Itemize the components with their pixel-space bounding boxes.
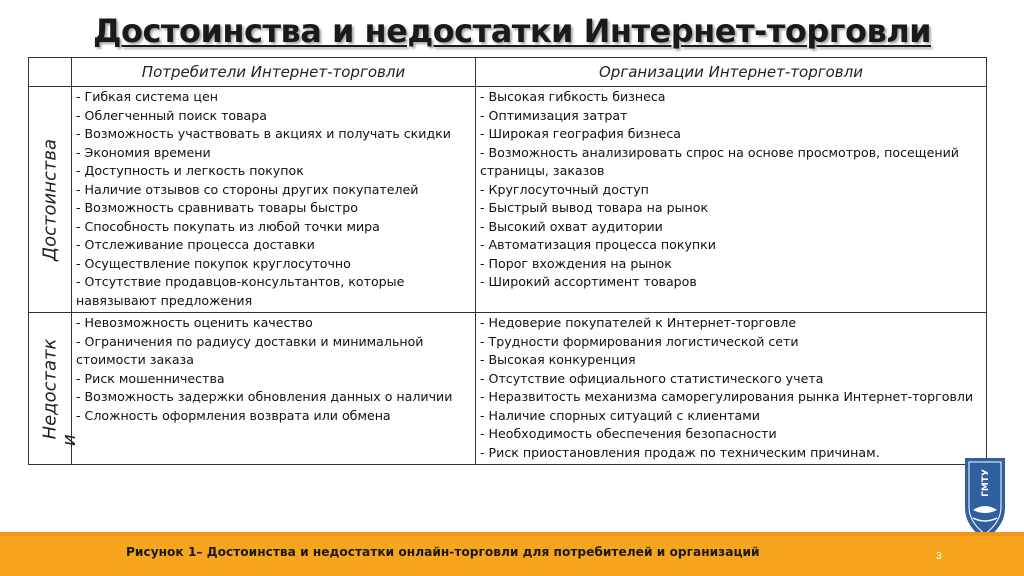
list-item: - Автоматизация процесса покупки — [480, 237, 716, 252]
list-item: - Высокий охват аудитории — [480, 218, 663, 234]
list-item: - Отсутствие продавцов-консультантов, которые навязывают предложения — [76, 274, 405, 308]
list-item: - Возможность задержки обновления данных о наличии — [76, 389, 453, 404]
advantages-organizations-list — [476, 87, 986, 294]
list-item: - Высокая конкуренция — [480, 352, 636, 367]
figure-caption: Рисунок 1– Достоинства и недостатки онлайн-торговли для потребителей и организаций — [126, 545, 760, 559]
list-item: - Облегченный поиск товара — [76, 107, 267, 123]
list-item: - Невозможность оценить качество — [76, 315, 313, 330]
list-item: - Риск мошенничества — [76, 370, 225, 386]
list-item: - Возможность участвовать в акциях и получать скидки — [76, 126, 451, 141]
row-label-advantages: Достоинства — [39, 138, 61, 261]
cell-disadvantages-consumers — [72, 313, 476, 465]
row-label-cell-advantages — [29, 87, 72, 313]
row-label-disadvantages-overflow: и — [59, 434, 80, 446]
list-item: - Возможность анализировать спрос на основе просмотров, посещений страницы, заказов — [480, 144, 959, 178]
header-corner-cell — [29, 58, 72, 87]
list-item: - Широкая география бизнеса — [480, 126, 682, 141]
slide-title: Достоинства и недостатки Интернет-торговли — [92, 12, 932, 50]
list-item: - Недоверие покупателей к Интернет-торговле — [480, 315, 797, 330]
disadvantages-organizations-list — [476, 313, 986, 464]
cell-advantages-consumers — [72, 87, 476, 313]
header-consumers: Потребители Интернет-торговли — [72, 58, 476, 87]
list-item: - Неразвитость механизма саморегулирования рынка Интернет-торговли — [480, 389, 974, 404]
row-label-disadvantages: Недостатк — [39, 338, 61, 439]
list-item: - Отсутствие официального статистического учета — [480, 370, 824, 386]
list-item: - Экономия времени — [76, 144, 211, 160]
header-organizations: Организации Интернет-торговли — [476, 58, 987, 87]
disadvantages-consumers-list — [72, 313, 475, 427]
list-item: - Наличие спорных ситуаций с клиентами — [480, 407, 760, 423]
list-item: - Трудности формирования логистической сети — [480, 333, 799, 349]
list-item: - Возможность сравнивать товары быстро — [76, 200, 358, 215]
cell-disadvantages-organizations — [476, 313, 987, 465]
comparison-table — [28, 57, 987, 465]
table-row-disadvantages — [29, 313, 987, 465]
list-item: - Способность покупать из любой точки мира — [76, 218, 380, 234]
university-shield-logo — [962, 456, 1008, 542]
list-item: - Доступность и легкость покупок — [76, 163, 304, 178]
list-item: - Сложность оформления возврата или обмена — [76, 407, 391, 423]
list-item: - Высокая гибкость бизнеса — [480, 89, 666, 104]
list-item: - Отслеживание процесса доставки — [76, 237, 315, 252]
list-item: - Наличие отзывов со стороны других покупателей — [76, 181, 419, 197]
table-header-row — [29, 58, 987, 87]
list-item: - Круглосуточный доступ — [480, 181, 649, 197]
list-item: - Осуществление покупок круглосуточно — [76, 255, 351, 271]
list-item: - Ограничения по радиусу доставки и минимальной стоимости заказа — [76, 333, 424, 367]
logo-text: ГМТУ — [981, 469, 991, 497]
page-number: 3 — [936, 551, 942, 562]
table-row-advantages — [29, 87, 987, 313]
list-item: - Быстрый вывод товара на рынок — [480, 200, 709, 215]
list-item: - Необходимость обеспечения безопасности — [480, 426, 777, 441]
advantages-consumers-list — [72, 87, 475, 312]
list-item: - Порог вхождения на рынок — [480, 255, 672, 271]
list-item: - Риск приостановления продаж по техническим причинам. — [480, 444, 880, 460]
list-item: - Широкий ассортимент товаров — [480, 274, 697, 289]
cell-advantages-organizations — [476, 87, 987, 313]
list-item: - Гибкая система цен — [76, 89, 218, 104]
list-item: - Оптимизация затрат — [480, 107, 628, 123]
